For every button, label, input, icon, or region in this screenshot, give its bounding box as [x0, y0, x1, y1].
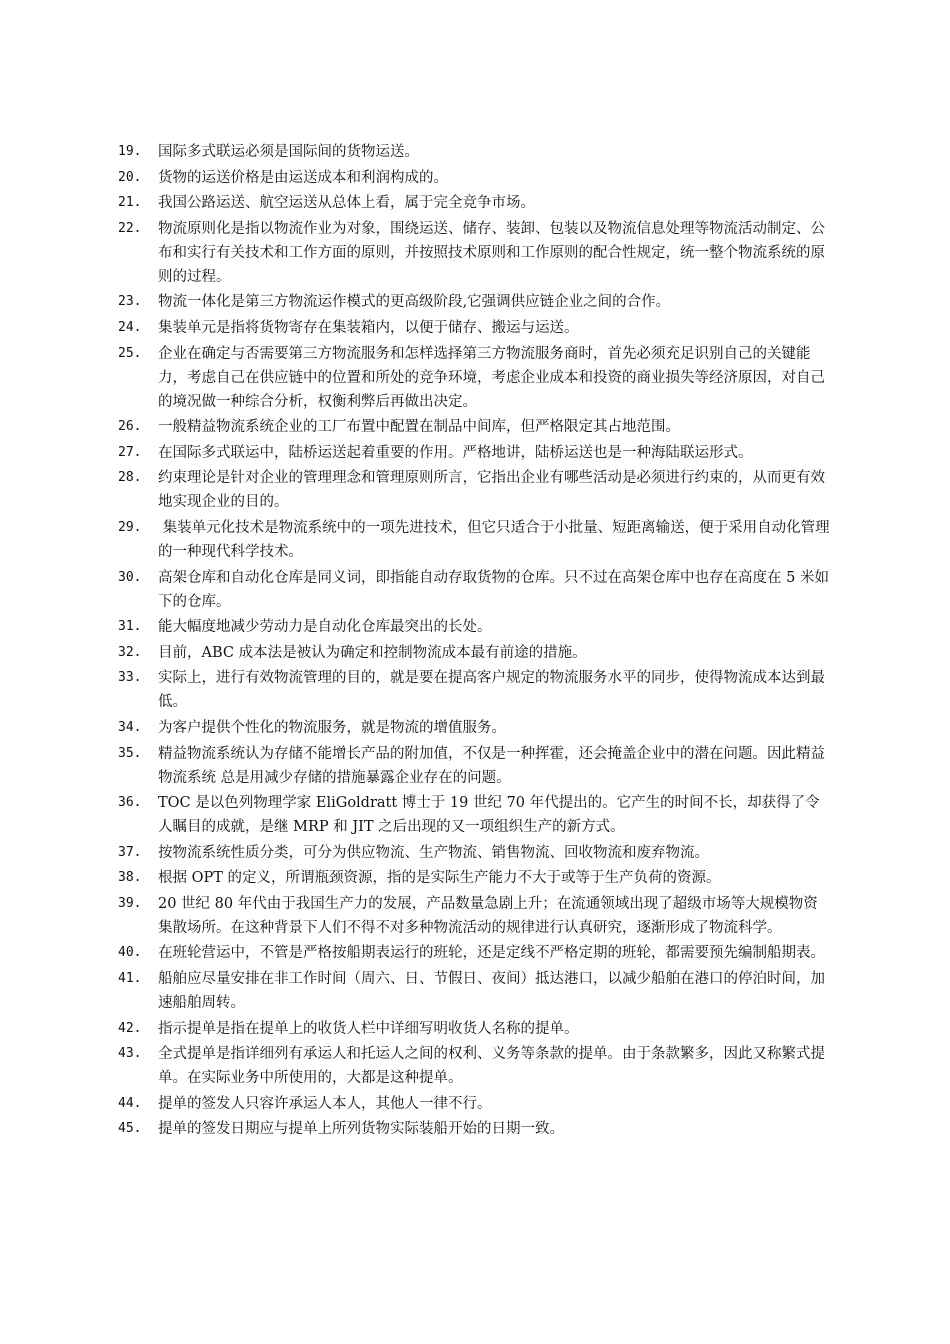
item-number: 29. [118, 519, 142, 535]
item-number: 19. [118, 144, 142, 159]
item-number: 33. [118, 670, 142, 686]
item-text: 精益物流系统认为存储不能增长产品的附加值，不仅是一种挥霍，还会掩盖企业中的潜在问题。因此精益物流系统 总是用减少存储的措施暴露企业存在的问题。 [158, 745, 825, 786]
list-item [118, 641, 830, 665]
item-text: 货物的运送价格是由运送成本和利润构成的。 [158, 169, 448, 186]
list-item [118, 191, 830, 215]
item-number: 35. [118, 745, 142, 761]
item-text: 集装单元化技术是物流系统中的一项先进技术，但它只适合于小批量、短距离输送，便于采用自动化管理的一种现代科学技术。 [158, 519, 830, 560]
list-item [118, 941, 830, 965]
item-number: 41. [118, 971, 142, 987]
list-item [118, 1092, 830, 1116]
item-text: TOC 是以色列物理学家 EliGoldratt 博士于 19 世纪 70 年代提出的。它产生的时间不长，却获得了令人瞩目的成就，是继 MRP 和 JIT 之后出现的又一项组织生产的新方式。 [158, 795, 820, 836]
list-item [118, 415, 830, 439]
item-number: 36. [118, 795, 142, 811]
item-text: 根据 OPT 的定义，所谓瓶颈资源，指的是实际生产能力不大于或等于生产负荷的资源。 [158, 870, 721, 887]
list-item [118, 791, 830, 839]
list-item [118, 841, 830, 865]
item-text: 目前，ABC 成本法是被认为确定和控制物流成本最有前途的措施。 [158, 644, 587, 661]
item-number: 28. [118, 470, 142, 486]
list-item [118, 1117, 830, 1141]
item-number: 40. [118, 945, 142, 961]
item-number: 25. [118, 345, 142, 361]
item-number: 45. [118, 1121, 142, 1137]
list-item [118, 516, 830, 564]
item-text: 提单的签发日期应与提单上所列货物实际装船开始的日期一致。 [158, 1121, 564, 1138]
item-number: 34. [118, 719, 142, 735]
item-number: 26. [118, 419, 142, 435]
item-number: 39. [118, 895, 142, 911]
item-text: 20 世纪 80 年代由于我国生产力的发展，产品数量急剧上升；在流通领域出现了超级市场等大规模物资集散场所。在这种背景下人们不得不对多种物流活动的规律进行认真研究，逐渐形成了物流科学。 [158, 895, 818, 936]
item-number: 38. [118, 870, 142, 886]
question-list [118, 140, 830, 1143]
list-item [118, 666, 830, 714]
item-text: 国际多式联运必须是国际间的货物运送。 [158, 144, 419, 160]
item-text: 提单的签发人只容许承运人本人，其他人一律不行。 [158, 1095, 492, 1112]
item-number: 37. [118, 844, 142, 860]
list-item [118, 1017, 830, 1041]
item-text: 按物流系统性质分类，可分为供应物流、生产物流、销售物流、回收物流和废弃物流。 [158, 844, 709, 861]
item-number: 24. [118, 319, 142, 335]
item-text: 全式提单是指详细列有承运人和托运人之间的权利、义务等条款的提单。由于条款繁多，因此又称繁式提单。在实际业务中所使用的，大都是这种提单。 [158, 1046, 825, 1087]
item-text: 物流原则化是指以物流作业为对象，围绕运送、储存、装卸、包装以及物流信息处理等物流活动制定、公布和实行有关技术和工作方面的原则，并按照技术原则和工作原则的配合性规定，统一整个物流系统的原则的过程。 [158, 220, 825, 285]
item-number: 20. [118, 169, 142, 185]
list-item [118, 1042, 830, 1090]
item-text: 我国公路运送、航空运送从总体上看，属于完全竞争市场。 [158, 195, 535, 212]
list-item [118, 967, 830, 1015]
item-text: 实际上，进行有效物流管理的目的，就是要在提高客户规定的物流服务水平的同步，使得物流成本达到最低。 [158, 670, 825, 711]
item-text: 集装单元是指将货物寄存在集装箱内，以便于储存、搬运与运送。 [158, 319, 579, 336]
list-item [118, 866, 830, 890]
item-text: 船舶应尽量安排在非工作时间（周六、日、节假日、夜间）抵达港口，以减少船舶在港口的停泊时间，加速船舶周转。 [158, 971, 825, 1012]
item-text: 在班轮营运中，不管是严格按船期表运行的班轮，还是定线不严格定期的班轮，都需要预先编制船期表。 [158, 945, 825, 962]
item-number: 31. [118, 619, 142, 635]
item-number: 22. [118, 220, 142, 236]
item-number: 27. [118, 444, 142, 460]
list-item [118, 615, 830, 639]
item-number: 21. [118, 195, 142, 211]
list-item [118, 742, 830, 790]
item-number: 44. [118, 1095, 142, 1111]
list-item [118, 140, 830, 164]
list-item [118, 441, 830, 465]
item-text: 在国际多式联运中，陆桥运送起着重要的作用。严格地讲，陆桥运送也是一种海陆联运形式。 [158, 444, 753, 461]
item-number: 23. [118, 294, 142, 310]
list-item [118, 217, 830, 289]
list-item [118, 892, 830, 940]
list-item [118, 316, 830, 340]
item-text: 约束理论是针对企业的管理理念和管理原则所言，它指出企业有哪些活动是必须进行约束的，从而更有效地实现企业的目的。 [158, 470, 825, 511]
list-item [118, 716, 830, 740]
list-item [118, 342, 830, 414]
item-text: 一般精益物流系统企业的工厂布置中配置在制品中间库，但严格限定其占地范围。 [158, 419, 680, 436]
list-item [118, 290, 830, 314]
item-text: 企业在确定与否需要第三方物流服务和怎样选择第三方物流服务商时，首先必须充足识别自己的关键能力，考虑自己在供应链中的位置和所处的竞争环境，考虑企业成本和投资的商业损失等经济原因，对自己的境况做一种综合分析，权衡利弊后再做出决定。 [158, 345, 825, 410]
item-text: 能大幅度地减少劳动力是自动化仓库最突出的长处。 [158, 619, 492, 636]
list-item [118, 166, 830, 190]
item-text: 为客户提供个性化的物流服务，就是物流的增值服务。 [158, 719, 506, 736]
list-item [118, 566, 830, 614]
item-number: 32. [118, 644, 142, 660]
list-item [118, 466, 830, 514]
item-number: 43. [118, 1046, 142, 1062]
item-text: 物流一体化是第三方物流运作模式的更高级阶段,它强调供应链企业之间的合作。 [158, 294, 671, 311]
item-number: 42. [118, 1020, 142, 1036]
item-text: 指示提单是指在提单上的收货人栏中详细写明收货人名称的提单。 [158, 1020, 579, 1037]
item-text: 高架仓库和自动化仓库是同义词，即指能自动存取货物的仓库。只不过在高架仓库中也存在高度在 5 米如下的仓库。 [158, 569, 829, 610]
item-number: 30. [118, 569, 142, 585]
